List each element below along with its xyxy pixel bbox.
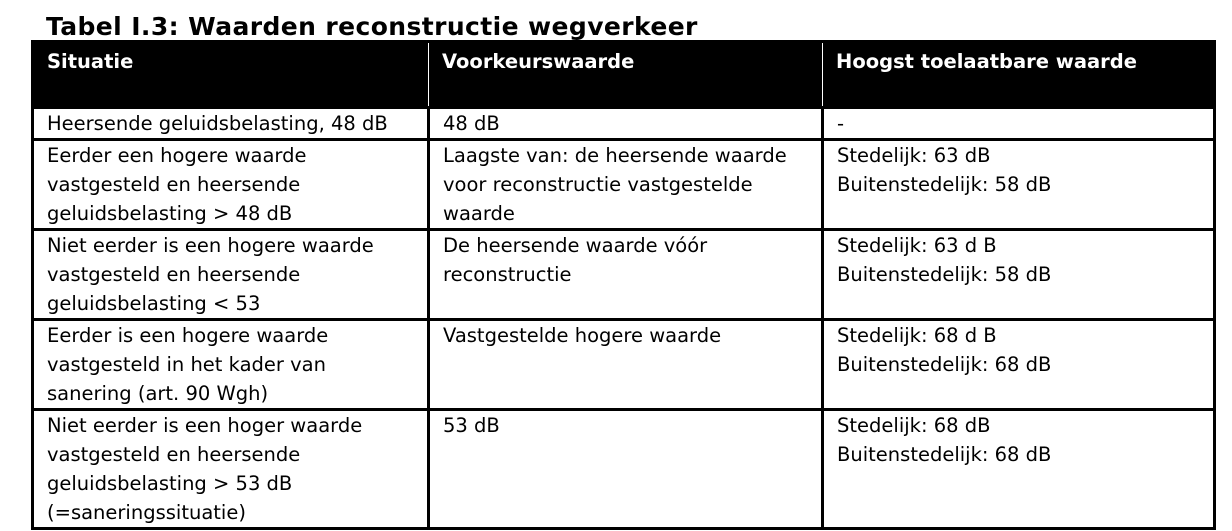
header-voorkeurswaarde: Voorkeurswaarde xyxy=(429,42,823,108)
cell-voorkeurswaarde: 48 dB xyxy=(429,108,823,140)
table-row xyxy=(33,320,1215,410)
table-row xyxy=(33,230,1215,320)
table-row xyxy=(33,108,1215,140)
cell-hoogst-toelaatbare-waarde: - xyxy=(823,108,1215,140)
table-row xyxy=(33,140,1215,230)
values-table xyxy=(31,40,1216,530)
cell-situatie: Niet eerder is een hoger waarde vastgesteld en heersende geluidsbelasting > 53 dB (=saneringssituatie) xyxy=(33,410,429,529)
cell-situatie: Heersende geluidsbelasting, 48 dB xyxy=(33,108,429,140)
cell-situatie: Eerder is een hogere waarde vastgesteld in het kader van sanering (art. 90 Wgh) xyxy=(33,320,429,410)
cell-hoogst-toelaatbare-waarde: Stedelijk: 63 dB Buitenstedelijk: 58 dB xyxy=(823,140,1215,230)
cell-voorkeurswaarde: De heersende waarde vóór reconstructie xyxy=(429,230,823,320)
header-situatie: Situatie xyxy=(33,42,429,108)
cell-hoogst-toelaatbare-waarde: Stedelijk: 63 d B Buitenstedelijk: 58 dB xyxy=(823,230,1215,320)
cell-hoogst-toelaatbare-waarde: Stedelijk: 68 d B Buitenstedelijk: 68 dB xyxy=(823,320,1215,410)
table-row xyxy=(33,410,1215,529)
cell-voorkeurswaarde: Vastgestelde hogere waarde xyxy=(429,320,823,410)
cell-hoogst-toelaatbare-waarde: Stedelijk: 68 dB Buitenstedelijk: 68 dB xyxy=(823,410,1215,529)
cell-situatie: Niet eerder is een hogere waarde vastgesteld en heersende geluidsbelasting < 53 xyxy=(33,230,429,320)
cell-voorkeurswaarde: Laagste van: de heersende waarde voor reconstructie vastgestelde waarde xyxy=(429,140,823,230)
table-title: Tabel I.3: Waarden reconstructie wegverkeer xyxy=(46,12,698,41)
cell-situatie: Eerder een hogere waarde vastgesteld en heersende geluidsbelasting > 48 dB xyxy=(33,140,429,230)
table-header-row xyxy=(33,42,1215,108)
cell-voorkeurswaarde: 53 dB xyxy=(429,410,823,529)
header-hoogst-toelaatbare-waarde: Hoogst toelaatbare waarde xyxy=(823,42,1215,108)
